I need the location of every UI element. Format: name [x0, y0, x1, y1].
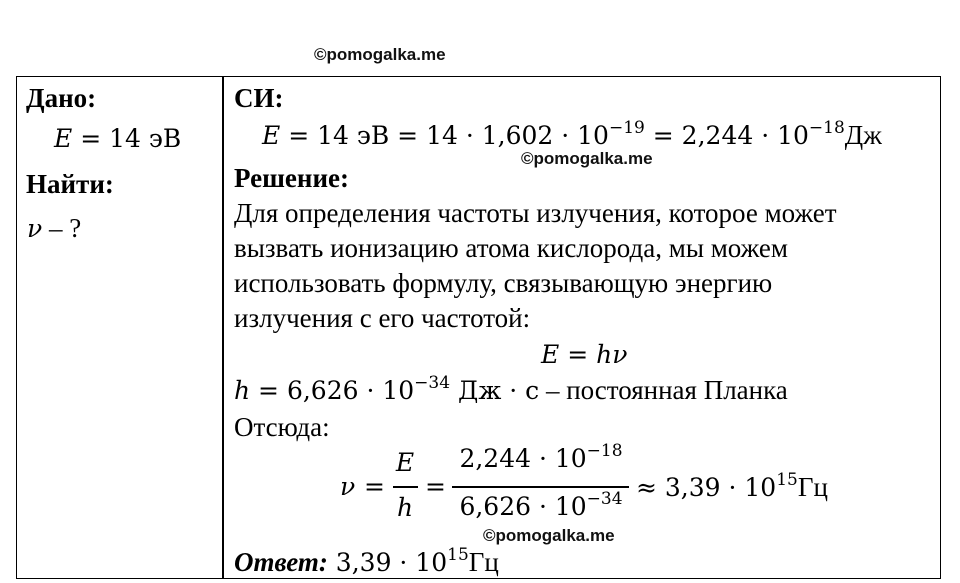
formula-h: h: [596, 340, 613, 369]
watermark-middle: ©pomogalka.me: [521, 149, 653, 168]
result-nu: ν: [340, 472, 356, 501]
find-frequency-value: – ?: [48, 213, 82, 243]
result-frac2-den-part: 6,626 · 10: [459, 492, 587, 521]
result-frac2-num-exp: −18: [586, 440, 623, 461]
planck-units: Дж · с: [450, 376, 540, 405]
result-approx-exp: 15: [776, 469, 798, 490]
answer-value: 3,39 · 10: [327, 548, 448, 577]
si-exp1: −19: [608, 117, 645, 138]
solution-line-3: использовать формулу, связывающую энергию: [234, 268, 773, 298]
find-frequency: [27, 210, 81, 247]
result-approx: [636, 469, 828, 506]
result-frac1-den: h: [396, 493, 414, 522]
planck-description: – постоянная Планка: [539, 375, 788, 405]
result-frac1-bar: [393, 486, 418, 488]
formula-E: E: [541, 340, 560, 369]
si-unit: Дж: [844, 120, 882, 150]
si-heading: СИ:: [234, 83, 284, 113]
find-frequency-symbol: ν: [27, 214, 43, 243]
planck-exp: −34: [414, 372, 451, 393]
si-exp2: −18: [808, 117, 845, 138]
watermark-top: ©pomogalka.me: [314, 45, 446, 64]
column-divider: [222, 76, 224, 579]
watermark-bottom: ©pomogalka.me: [483, 526, 615, 545]
solution-line-2: вызвать ионизацию атома кислорода, мы можем: [234, 233, 788, 263]
result-frac2-bar: [452, 486, 629, 488]
planck-constant-line: [234, 372, 788, 409]
si-energy-symbol: E: [262, 121, 281, 150]
answer-exp: 15: [447, 544, 469, 565]
result-unit: Гц: [797, 472, 828, 502]
given-energy-value: = 14 эВ: [80, 124, 182, 153]
si-conversion: [262, 117, 882, 154]
given-heading: Дано:: [26, 83, 97, 113]
answer-line: [234, 544, 499, 581]
result-eq2: =: [425, 472, 446, 501]
result-frac2-den-exp: −34: [586, 488, 623, 509]
hence-label: Отсюда:: [234, 412, 330, 442]
answer-label: Ответ:: [234, 547, 328, 577]
result-approx-part: ≈ 3,39 · 10: [636, 473, 777, 502]
planck-value: = 6,626 · 10: [250, 376, 415, 405]
result-frac2-num-part: 2,244 · 10: [459, 444, 587, 473]
solution-line-1: Для определения частоты излучения, которое может: [234, 198, 837, 228]
result-frac2-num: [452, 441, 630, 477]
answer-unit: Гц: [468, 547, 499, 577]
formula-nu: ν: [612, 340, 628, 369]
formula-energy-planck: [541, 337, 627, 373]
solution-line-4: излучения с его частотой:: [234, 303, 531, 333]
si-conversion-part1: = 14 эВ = 14 · 1,602 · 10: [288, 121, 609, 150]
result-eq1: =: [364, 472, 385, 501]
planck-h: h: [234, 376, 251, 405]
formula-eq: =: [559, 340, 597, 369]
solution-heading: Решение:: [234, 163, 349, 193]
find-heading: Найти:: [26, 169, 114, 199]
result-frac1-num: E: [395, 448, 415, 477]
result-frac2-den: [452, 489, 630, 525]
given-energy-symbol: E: [54, 124, 73, 153]
given-energy: [54, 121, 181, 157]
si-conversion-part2: = 2,244 · 10: [644, 121, 809, 150]
